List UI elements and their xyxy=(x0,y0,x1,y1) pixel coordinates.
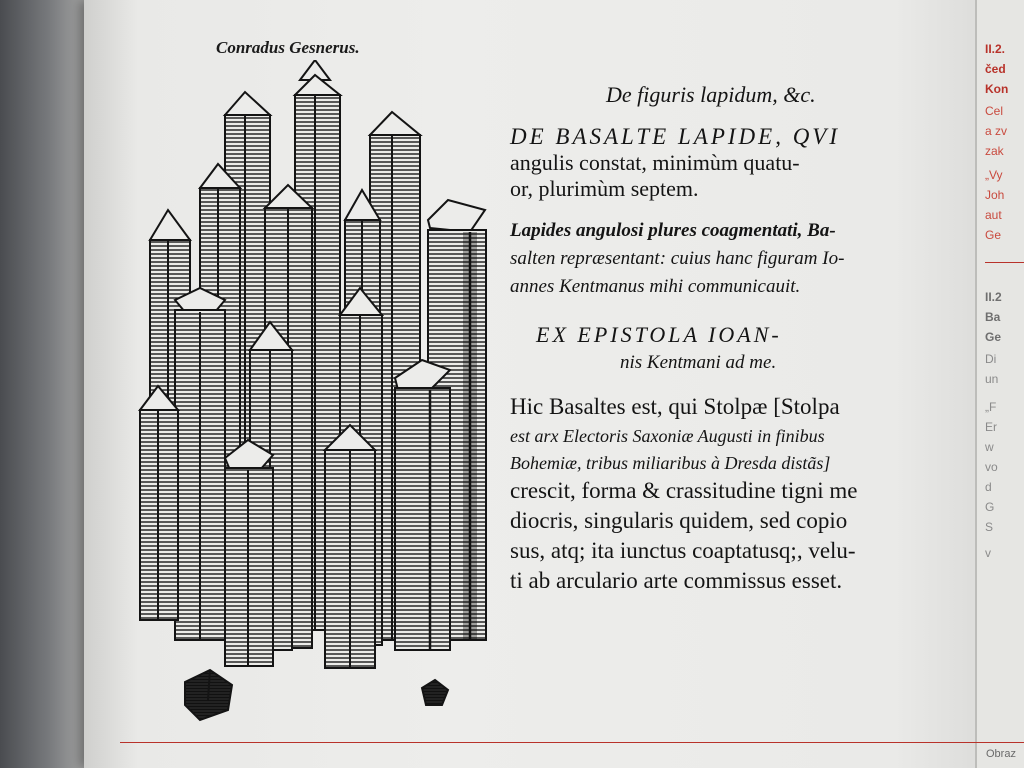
body-line: crescit, forma & crassitudine tigni me xyxy=(510,478,858,503)
crystal-column xyxy=(325,425,375,668)
facing-page-fragment: G xyxy=(985,500,995,514)
crystal-fragment xyxy=(185,670,232,720)
facing-page-fragment: aut xyxy=(985,208,1002,222)
facing-page-fragment: Kon xyxy=(985,82,1009,96)
caption-fragment: Obraz xyxy=(986,748,1016,760)
section-heading: De figuris lapidum, &c. xyxy=(606,82,816,107)
chapter-title-line: or, plurimùm septem. xyxy=(510,176,699,201)
facing-page-fragment: Ge xyxy=(985,330,1002,344)
facing-page-fragment: S xyxy=(985,520,994,534)
epistola-heading: EX EPISTOLA IOAN- xyxy=(536,322,782,347)
facing-page-fragment: Di xyxy=(985,352,997,366)
facing-page-fragment: a zv xyxy=(985,124,1008,138)
facing-page-fragment: „F xyxy=(985,400,997,414)
facing-page-fragment: Ge xyxy=(985,228,1002,242)
facing-page-fragment: un xyxy=(985,372,999,386)
bottom-red-rule xyxy=(120,742,1024,743)
facing-page-divider xyxy=(985,262,1024,263)
description-line: Lapides angulosi plures coagmentati, Ba- xyxy=(510,220,836,241)
chapter-title-line: angulis constat, minimùm quatu- xyxy=(510,150,800,175)
facing-page-fragment: Joh xyxy=(985,188,1005,202)
facing-page-fragment: čed xyxy=(985,62,1006,76)
body-line: Hic Basaltes est, qui Stolpæ [Stolpa xyxy=(510,394,840,419)
crystal-column xyxy=(140,386,178,620)
crystal-fragment xyxy=(422,680,448,705)
crystal-column xyxy=(395,360,450,650)
facing-page-fragment: II.2 xyxy=(985,290,1002,304)
facing-page-fragment: II.2. xyxy=(985,42,1006,56)
author-header: Conradus Gesnerus. xyxy=(216,38,360,57)
facing-page-fragment: vo xyxy=(985,460,998,474)
description-line: annes Kentmanus mihi communicauit. xyxy=(510,276,801,297)
facing-page-fragment: „Vy xyxy=(985,168,1003,182)
facing-page-fragment: w xyxy=(985,440,994,454)
facing-page-fragment: Cel xyxy=(985,104,1004,118)
facing-page-fragment: zak xyxy=(985,144,1004,158)
epistola-heading-line: nis Kentmani ad me. xyxy=(620,352,777,373)
body-line: Bohemiæ, tribus miliaribus à Dresda distãs] xyxy=(510,453,831,473)
facing-page-fragment: v xyxy=(985,546,991,560)
facing-page-fragment: Ba xyxy=(985,310,1001,324)
facing-page-fragment: d xyxy=(985,480,992,494)
description-line: salten repræsentant: cuius hanc figuram Io- xyxy=(510,248,845,269)
body-line: ti ab arculario arte commissus esset. xyxy=(510,568,843,593)
crystal-column xyxy=(175,288,225,640)
left-margin-background xyxy=(0,0,88,768)
body-line: sus, atq; ita iunctus coaptatusq;, velu- xyxy=(510,538,856,563)
latin-text-block xyxy=(510,82,950,594)
facing-page xyxy=(975,0,1024,768)
chapter-title: DE BASALTE LAPIDE, QVI xyxy=(510,124,841,149)
body-line: diocris, singularis quidem, sed copio xyxy=(510,508,848,533)
body-line: est arx Electoris Saxoniæ Augusti in finibus xyxy=(510,426,825,446)
facing-page-fragment: Er xyxy=(985,420,997,434)
crystal-column xyxy=(225,440,273,666)
basalt-crystals-illustration xyxy=(130,60,500,730)
